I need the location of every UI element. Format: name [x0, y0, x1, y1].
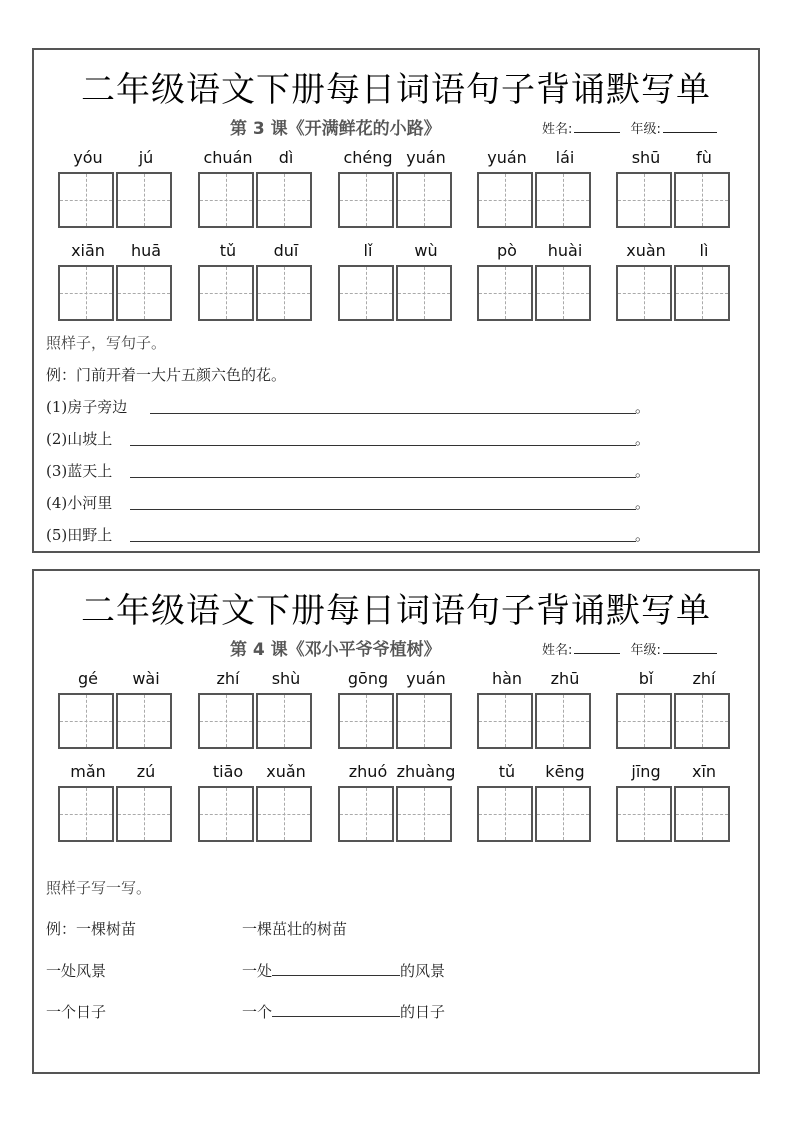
pinyin-label: duī: [273, 241, 299, 260]
writing-box[interactable]: [674, 786, 730, 842]
name-label: 姓名:: [542, 122, 573, 137]
pinyin-label: huài: [547, 241, 583, 260]
writing-box[interactable]: [535, 786, 591, 842]
writing-box[interactable]: [198, 786, 254, 842]
pinyin-label: yuán: [406, 148, 446, 167]
pinyin-label: chuán: [203, 148, 253, 167]
sentence-item: [46, 492, 650, 512]
pinyin-row: [58, 241, 754, 329]
item-label: (1)房子旁边: [46, 398, 128, 416]
pinyin-label: zhuàng: [396, 762, 456, 781]
phrase-suffix: 的风景: [400, 962, 446, 980]
writing-box[interactable]: [674, 693, 730, 749]
word-group: [616, 762, 736, 850]
pinyin-label: xuǎn: [266, 762, 306, 781]
writing-box[interactable]: [256, 265, 312, 321]
writing-box[interactable]: [477, 693, 533, 749]
writing-box[interactable]: [58, 265, 114, 321]
phrase-suffix: 的日子: [400, 1003, 446, 1021]
writing-box[interactable]: [338, 172, 394, 228]
sentence-item: [46, 428, 650, 448]
name-blank[interactable]: [574, 643, 620, 654]
answer-line[interactable]: [130, 477, 636, 478]
example-left: 例：一棵树苗: [46, 920, 137, 938]
pinyin-label: yuán: [406, 669, 446, 688]
writing-box[interactable]: [198, 693, 254, 749]
pinyin-label: tǔ: [219, 241, 237, 260]
grade-label: 年级:: [630, 122, 661, 137]
word-group: [338, 762, 458, 850]
answer-line[interactable]: [130, 445, 636, 446]
word-group: [616, 669, 736, 757]
period: 。: [634, 462, 650, 480]
writing-box[interactable]: [396, 265, 452, 321]
writing-box[interactable]: [58, 172, 114, 228]
writing-box[interactable]: [396, 693, 452, 749]
grade-blank[interactable]: [663, 643, 717, 654]
answer-line[interactable]: [150, 413, 636, 414]
writing-box[interactable]: [477, 265, 533, 321]
pinyin-label: gōng: [347, 669, 389, 688]
writing-box[interactable]: [58, 786, 114, 842]
writing-box[interactable]: [674, 265, 730, 321]
word-group: [198, 669, 318, 757]
writing-box[interactable]: [116, 265, 172, 321]
phrase-prefix: 一处: [242, 962, 273, 980]
pinyin-label: kēng: [545, 762, 585, 781]
answer-line[interactable]: [130, 541, 636, 542]
writing-box[interactable]: [535, 265, 591, 321]
grade-blank[interactable]: [663, 122, 717, 133]
pinyin-label: bǐ: [638, 669, 654, 688]
worksheet-title: 二年级语文下册每日词语句子背诵默写单: [81, 591, 711, 631]
pinyin-label: zhū: [550, 669, 580, 688]
student-info: [542, 639, 717, 658]
word-group: [58, 669, 178, 757]
lesson-title: 第 4 课《邓小平爷爷植树》: [230, 640, 441, 660]
period: 。: [634, 398, 650, 416]
writing-box[interactable]: [338, 786, 394, 842]
pinyin-label: shù: [271, 669, 301, 688]
writing-box[interactable]: [535, 172, 591, 228]
writing-box[interactable]: [256, 693, 312, 749]
worksheet-title: 二年级语文下册每日词语句子背诵默写单: [81, 70, 711, 110]
name-label: 姓名:: [542, 643, 573, 658]
phrase-fill: [242, 960, 445, 981]
lesson-title: 第 3 课《开满鲜花的小路》: [230, 119, 441, 139]
pinyin-label: xuàn: [626, 241, 666, 260]
sentence-item: [46, 524, 650, 544]
writing-box[interactable]: [338, 693, 394, 749]
writing-box[interactable]: [477, 786, 533, 842]
writing-box[interactable]: [116, 693, 172, 749]
word-group: [477, 762, 597, 850]
writing-box[interactable]: [58, 693, 114, 749]
writing-box[interactable]: [198, 172, 254, 228]
student-info: [542, 118, 717, 137]
phrase-left: 一个日子: [46, 1003, 107, 1021]
pinyin-label: chéng: [343, 148, 393, 167]
name-blank[interactable]: [574, 122, 620, 133]
writing-box[interactable]: [396, 786, 452, 842]
pinyin-label: yuán: [487, 148, 527, 167]
phrase-fill: [242, 1001, 445, 1022]
writing-box[interactable]: [477, 172, 533, 228]
writing-box[interactable]: [396, 172, 452, 228]
phrase-prefix: 一个: [242, 1003, 273, 1021]
sentence-item: [46, 396, 650, 416]
writing-box[interactable]: [116, 786, 172, 842]
word-group: [477, 148, 597, 236]
word-group: [338, 669, 458, 757]
pinyin-label: mǎn: [70, 762, 106, 781]
pinyin-label: wài: [132, 669, 160, 688]
writing-box[interactable]: [616, 693, 672, 749]
period: 。: [634, 526, 650, 544]
pinyin-row: [58, 762, 754, 850]
word-group: [616, 241, 736, 329]
pinyin-label: xīn: [691, 762, 717, 781]
phrase-blank[interactable]: [272, 1002, 400, 1017]
phrase-blank[interactable]: [272, 961, 400, 976]
writing-box[interactable]: [535, 693, 591, 749]
worksheet-lesson-3: [32, 48, 760, 553]
pinyin-label: zhí: [692, 669, 716, 688]
pinyin-label: yóu: [73, 148, 103, 167]
pinyin-row: [58, 669, 754, 757]
instruction: 照样子写一写。: [46, 879, 152, 897]
word-group: [58, 762, 178, 850]
word-group: [58, 148, 178, 236]
item-label: (2)山坡上: [46, 430, 113, 448]
pinyin-label: lǐ: [363, 241, 373, 260]
writing-box[interactable]: [616, 786, 672, 842]
pinyin-label: pò: [497, 241, 517, 260]
writing-box[interactable]: [198, 265, 254, 321]
word-group: [477, 669, 597, 757]
writing-box[interactable]: [256, 172, 312, 228]
pinyin-label: lái: [555, 148, 575, 167]
pinyin-label: huā: [130, 241, 162, 260]
instruction: 照样子，写句子。: [46, 334, 167, 352]
word-group: [616, 148, 736, 236]
example-right: 一棵茁壮的树苗: [242, 920, 348, 938]
word-group: [198, 148, 318, 236]
writing-box[interactable]: [116, 172, 172, 228]
item-label: (3)蓝天上: [46, 462, 113, 480]
pinyin-label: shū: [631, 148, 661, 167]
period: 。: [634, 494, 650, 512]
pinyin-label: zú: [136, 762, 156, 781]
pinyin-label: xiān: [71, 241, 105, 260]
writing-box[interactable]: [256, 786, 312, 842]
pinyin-label: zhuó: [348, 762, 388, 781]
pinyin-label: wù: [414, 241, 438, 260]
pinyin-label: tǔ: [498, 762, 516, 781]
writing-box[interactable]: [674, 172, 730, 228]
answer-line[interactable]: [130, 509, 636, 510]
writing-box[interactable]: [338, 265, 394, 321]
word-group: [58, 241, 178, 329]
pinyin-label: hàn: [491, 669, 523, 688]
word-group: [198, 241, 318, 329]
word-group: [198, 762, 318, 850]
item-label: (4)小河里: [46, 494, 113, 512]
pinyin-label: fù: [696, 148, 712, 167]
word-group: [338, 241, 458, 329]
pinyin-label: zhí: [216, 669, 240, 688]
pinyin-label: dì: [278, 148, 294, 167]
pinyin-label: jīng: [631, 762, 661, 781]
pinyin-label: tiāo: [212, 762, 244, 781]
word-group: [338, 148, 458, 236]
grade-label: 年级:: [630, 643, 661, 658]
pinyin-row: [58, 148, 754, 236]
writing-box[interactable]: [616, 265, 672, 321]
example-sentence: 例：门前开着一大片五颜六色的花。: [46, 366, 287, 384]
worksheet-lesson-4: [32, 569, 760, 1074]
word-group: [477, 241, 597, 329]
phrase-left: 一处风景: [46, 962, 107, 980]
writing-box[interactable]: [616, 172, 672, 228]
item-label: (5)田野上: [46, 526, 113, 544]
period: 。: [634, 430, 650, 448]
pinyin-label: jú: [138, 148, 154, 167]
pinyin-label: gé: [78, 669, 98, 688]
sentence-item: [46, 460, 650, 480]
pinyin-label: lì: [699, 241, 709, 260]
